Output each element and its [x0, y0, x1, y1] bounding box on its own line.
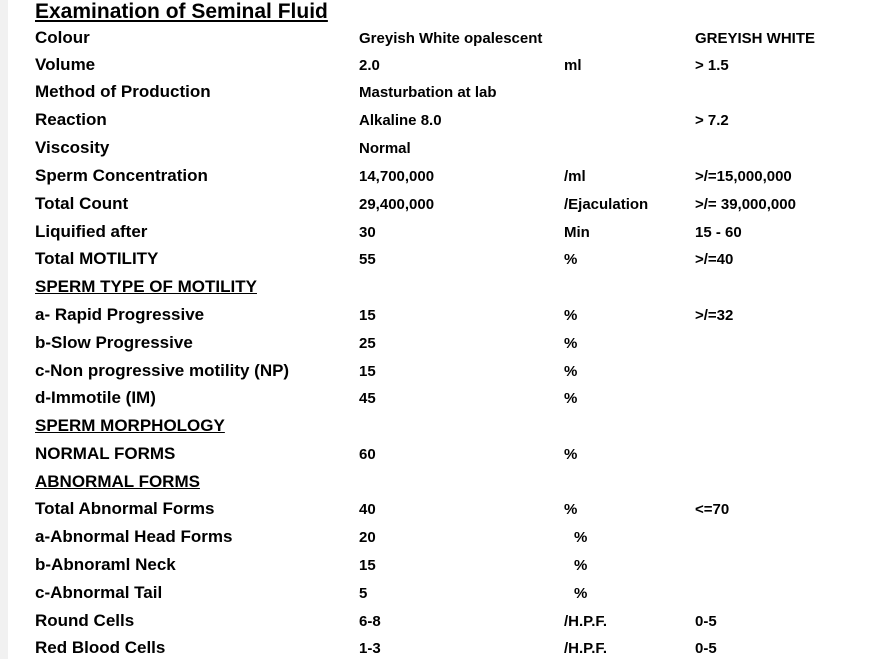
result-unit: % [564, 446, 578, 463]
result-value: 60 [359, 446, 376, 463]
result-row [0, 249, 891, 269]
test-label: Total Abnormal Forms [35, 499, 215, 518]
result-row [0, 82, 891, 102]
result-row [0, 222, 891, 242]
result-row [0, 166, 891, 186]
result-row [0, 638, 891, 658]
test-label: c-Abnormal Tail [35, 583, 163, 602]
result-value: 45 [359, 390, 376, 407]
result-value: 30 [359, 224, 376, 241]
result-unit: % [574, 585, 588, 602]
reference-range: 0-5 [695, 640, 717, 657]
reference-range: >/=15,000,000 [695, 168, 792, 185]
result-value: Masturbation at lab [359, 84, 497, 101]
result-unit: % [574, 529, 588, 546]
result-value: 40 [359, 501, 376, 518]
reference-range: > 1.5 [695, 57, 729, 74]
result-value: 15 [359, 557, 376, 574]
result-unit: ml [564, 57, 582, 74]
result-row [0, 555, 891, 575]
result-row [0, 55, 891, 75]
result-row [0, 611, 891, 631]
test-label: Method of Production [35, 82, 211, 101]
result-unit: % [564, 390, 578, 407]
result-row [0, 138, 891, 158]
test-label: a-Abnormal Head Forms [35, 527, 233, 546]
result-value: 5 [359, 585, 368, 602]
test-label: Volume [35, 55, 96, 74]
result-row [0, 305, 891, 325]
result-value: 29,400,000 [359, 196, 435, 213]
test-label: Red Blood Cells [35, 638, 166, 657]
reference-range: 0-5 [695, 613, 717, 630]
result-value: 25 [359, 335, 376, 352]
test-label: a- Rapid Progressive [35, 305, 205, 324]
result-unit: % [564, 251, 578, 268]
test-label: b-Abnoraml Neck [35, 555, 176, 574]
reference-range: 15 - 60 [695, 224, 742, 241]
test-label: Viscosity [35, 138, 110, 157]
result-row [0, 361, 891, 381]
result-value: 15 [359, 363, 376, 380]
section-heading-row [0, 277, 891, 297]
test-label: Total MOTILITY [35, 249, 159, 268]
test-label: Colour [35, 28, 90, 47]
result-unit: /H.P.F. [564, 640, 608, 657]
result-unit: % [564, 501, 578, 518]
report-title: Examination of Seminal Fluid [35, 0, 328, 23]
reference-range: <=70 [695, 501, 730, 518]
result-value: 6-8 [359, 613, 381, 630]
section-heading: ABNORMAL FORMS [35, 472, 200, 491]
result-unit: /H.P.F. [564, 613, 608, 630]
section-heading: SPERM MORPHOLOGY [35, 416, 225, 435]
reference-range: >/= 39,000,000 [695, 196, 796, 213]
test-label: Total Count [35, 194, 129, 213]
result-value: 20 [359, 529, 376, 546]
result-value: 1-3 [359, 640, 381, 657]
result-value: Greyish White opalescent [359, 30, 543, 47]
section-heading: SPERM TYPE OF MOTILITY [35, 277, 257, 296]
result-unit: % [574, 557, 588, 574]
test-label: c-Non progressive motility (NP) [35, 361, 290, 380]
test-label: Liquified after [35, 222, 148, 241]
result-unit: % [564, 335, 578, 352]
result-unit: /Ejaculation [564, 196, 649, 213]
result-row [0, 28, 891, 48]
test-label: Reaction [35, 110, 107, 129]
result-row [0, 444, 891, 464]
result-value: 55 [359, 251, 376, 268]
test-label: b-Slow Progressive [35, 333, 193, 352]
reference-range: >/=40 [695, 251, 734, 268]
result-value: Normal [359, 140, 411, 157]
reference-range: > 7.2 [695, 112, 729, 129]
test-label: Sperm Concentration [35, 166, 208, 185]
result-row [0, 583, 891, 603]
result-row [0, 333, 891, 353]
result-row [0, 527, 891, 547]
result-unit: /ml [564, 168, 586, 185]
result-value: Alkaline 8.0 [359, 112, 442, 129]
result-value: 15 [359, 307, 376, 324]
section-heading-row [0, 416, 891, 436]
section-heading-row [0, 472, 891, 492]
result-unit: % [564, 307, 578, 324]
result-unit: Min [564, 224, 590, 241]
test-label: d-Immotile (IM) [35, 388, 156, 407]
result-row [0, 499, 891, 519]
reference-range: >/=32 [695, 307, 734, 324]
result-value: 2.0 [359, 57, 380, 74]
result-value: 14,700,000 [359, 168, 435, 185]
test-label: Round Cells [35, 611, 135, 630]
reference-range: GREYISH WHITE [695, 30, 816, 47]
result-row [0, 194, 891, 214]
result-row [0, 110, 891, 130]
result-row [0, 388, 891, 408]
result-unit: % [564, 363, 578, 380]
test-label: NORMAL FORMS [35, 444, 176, 463]
